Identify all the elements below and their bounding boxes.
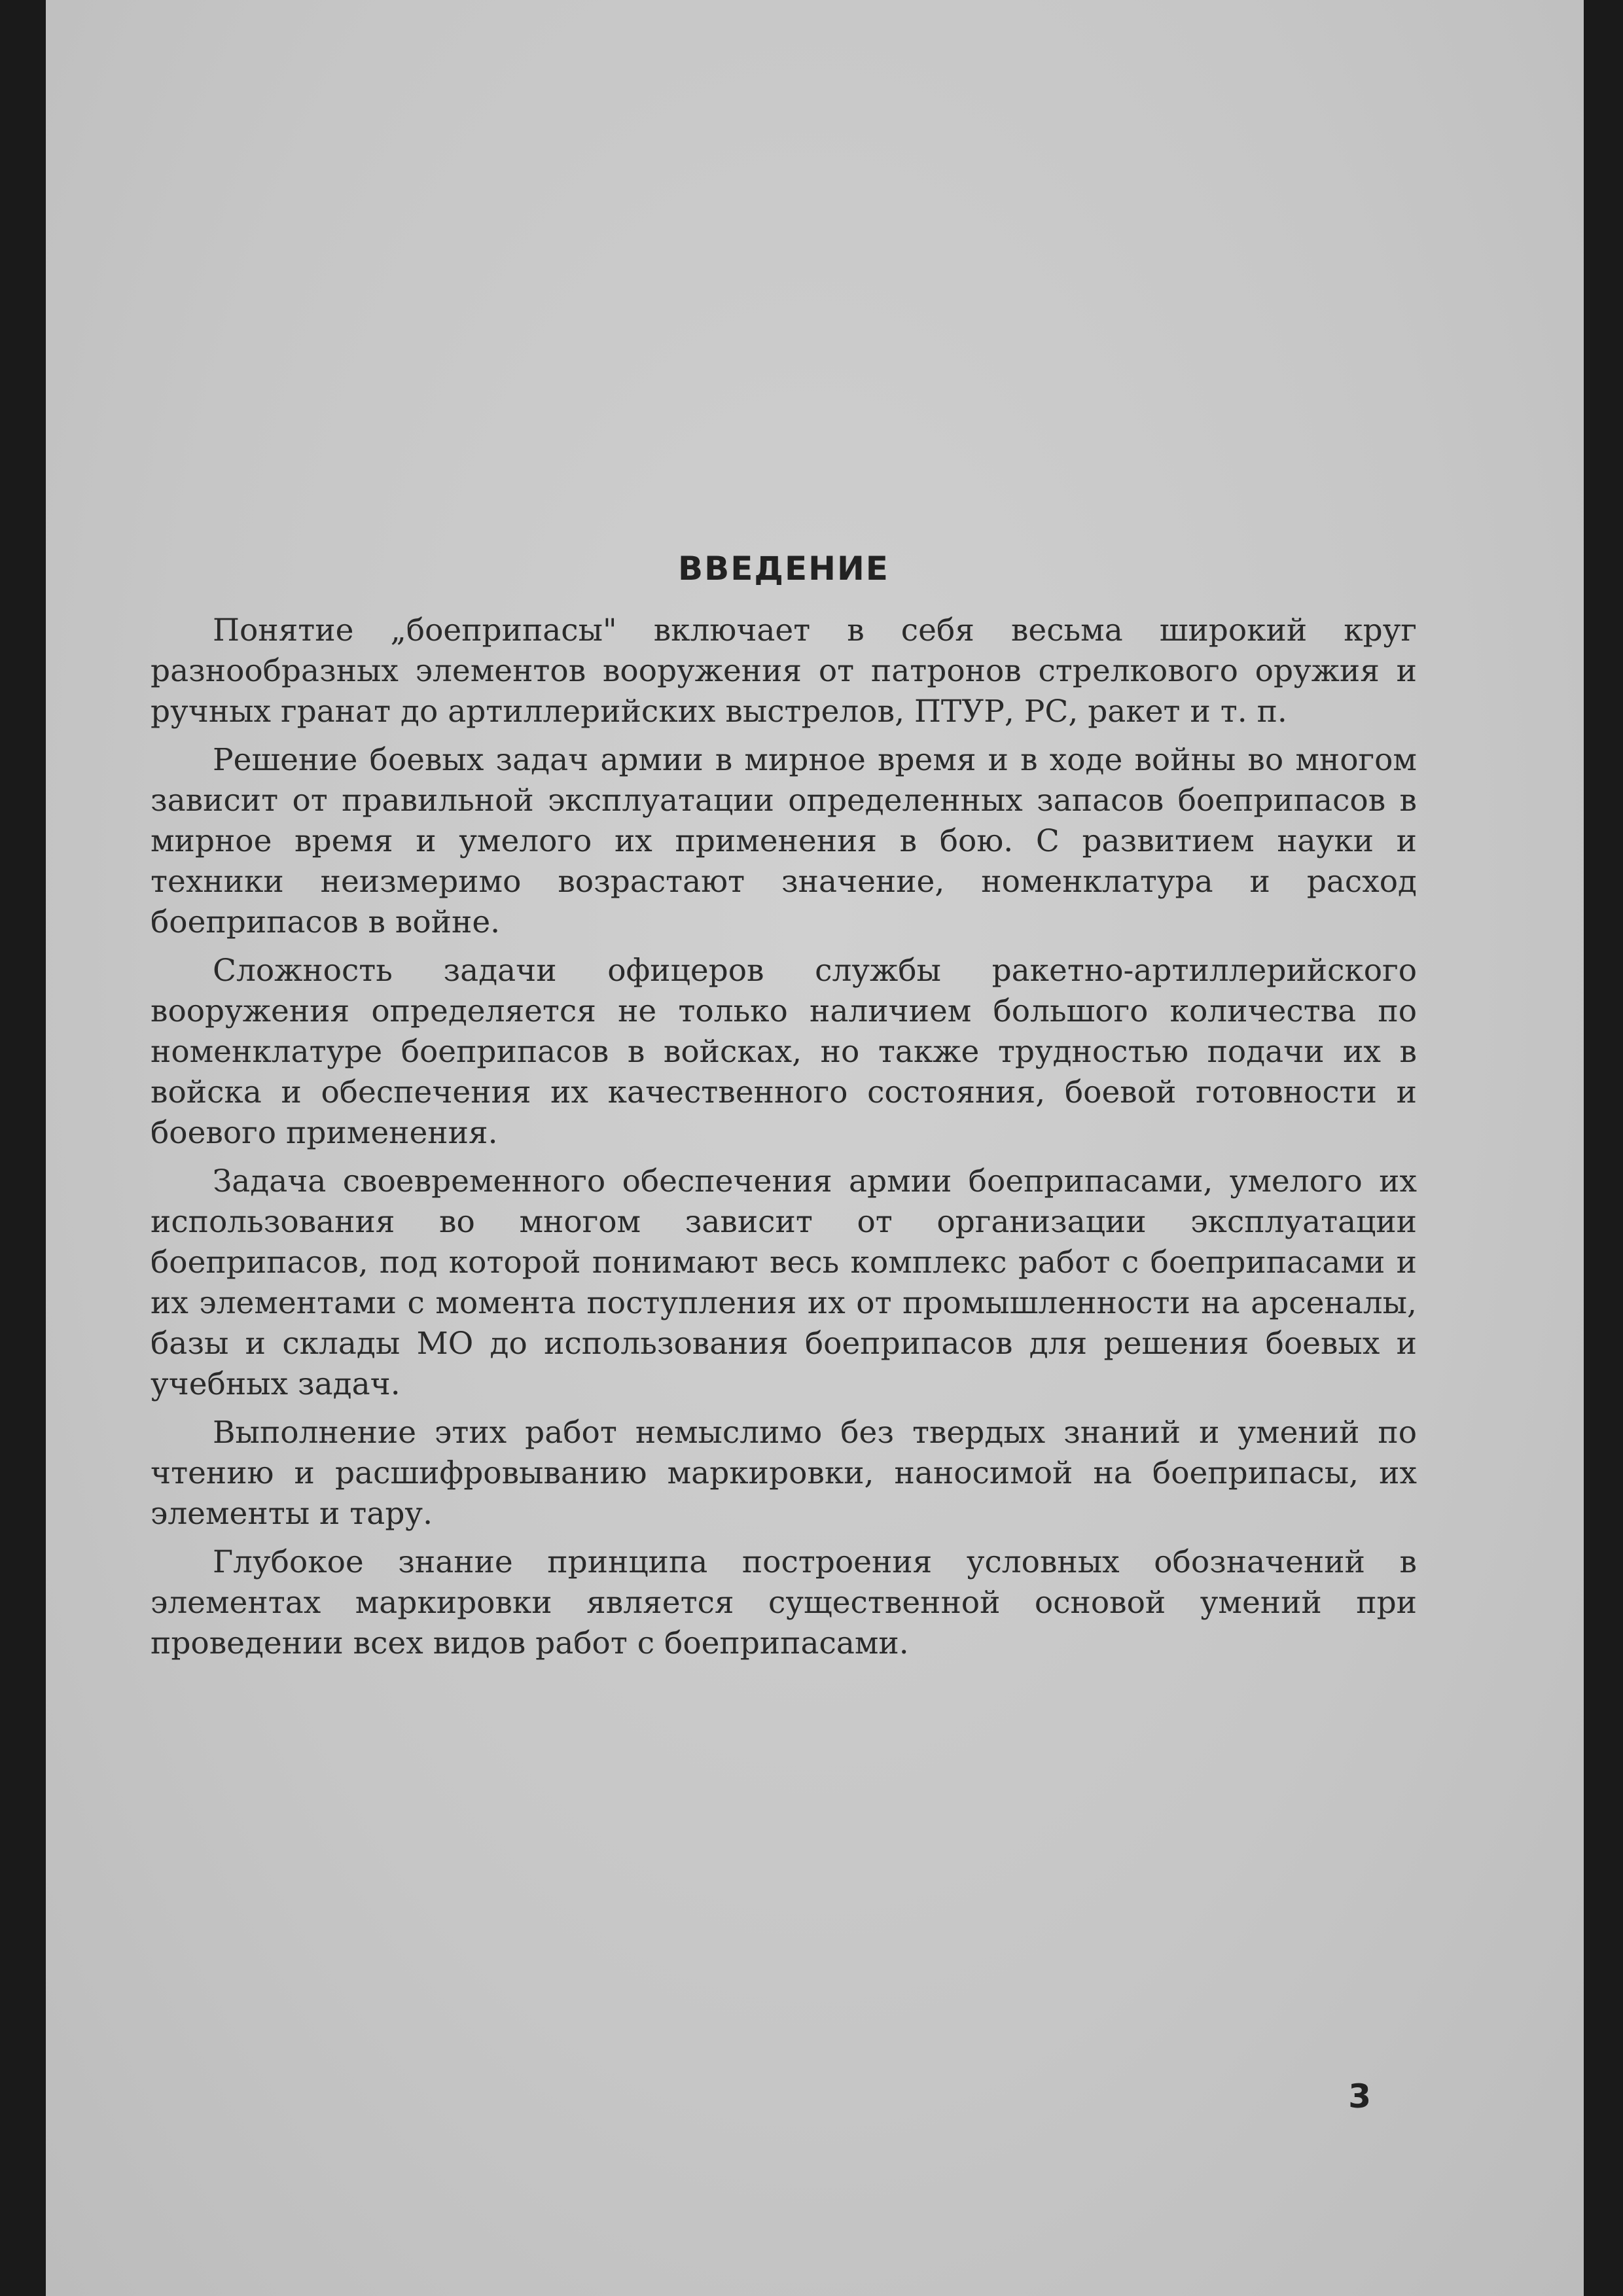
section-heading: ВВЕДЕНИЕ [678, 550, 889, 588]
paragraph-6: Глубокое знание принципа построения условных обозначений в элементах маркировки является существенной основой умений при проведении всех видов работ с боеприпасами. [151, 1544, 1417, 1661]
paragraph-2: Решение боевых задач армии в мирное время и в ходе войны во многом зависит от правильной эксплуатации определенных запасов боеприпасов в мирное время и умелого их применения в бою. С развитием науки и техники неизмеримо возрастают значение, номенклатура и расход боеприпасов в войне. [151, 742, 1417, 940]
document-page [46, 0, 1584, 2296]
document-body [151, 537, 1417, 1672]
paragraph-1: Понятие „боеприпасы" включает в себя весьма широкий круг разнообразных элементов вооружения от патронов стрелкового оружия и ручных гранат до артиллерийских выстрелов, ПТУР, РС, ракет и т. п. [151, 612, 1417, 730]
page-number: 3 [1348, 2077, 1371, 2115]
paragraph-3: Сложность задачи офицеров службы ракетно-артиллерийского вооружения определяется не только наличием большого количества по номенклатуре боеприпасов в войсках, но также трудностью подачи их в войска и обеспечения их качественного состояния, боевой готовности и боевого применения. [151, 953, 1417, 1151]
paragraph-4: Задача своевременного обеспечения армии боеприпасами, умелого их использования во многом зависит от организации эксплуатации боеприпасов, под которой понимают весь комплекс работ с боеприпасами и их элементами с момента поступления их от промышленности на арсеналы, базы и склады МО до использования боеприпасов для решения боевых и учебных задач. [151, 1163, 1417, 1402]
paragraph-5: Выполнение этих работ немыслимо без твердых знаний и умений по чтению и расшифровыванию маркировки, наносимой на боеприпасы, их элементы и тару. [151, 1415, 1417, 1532]
